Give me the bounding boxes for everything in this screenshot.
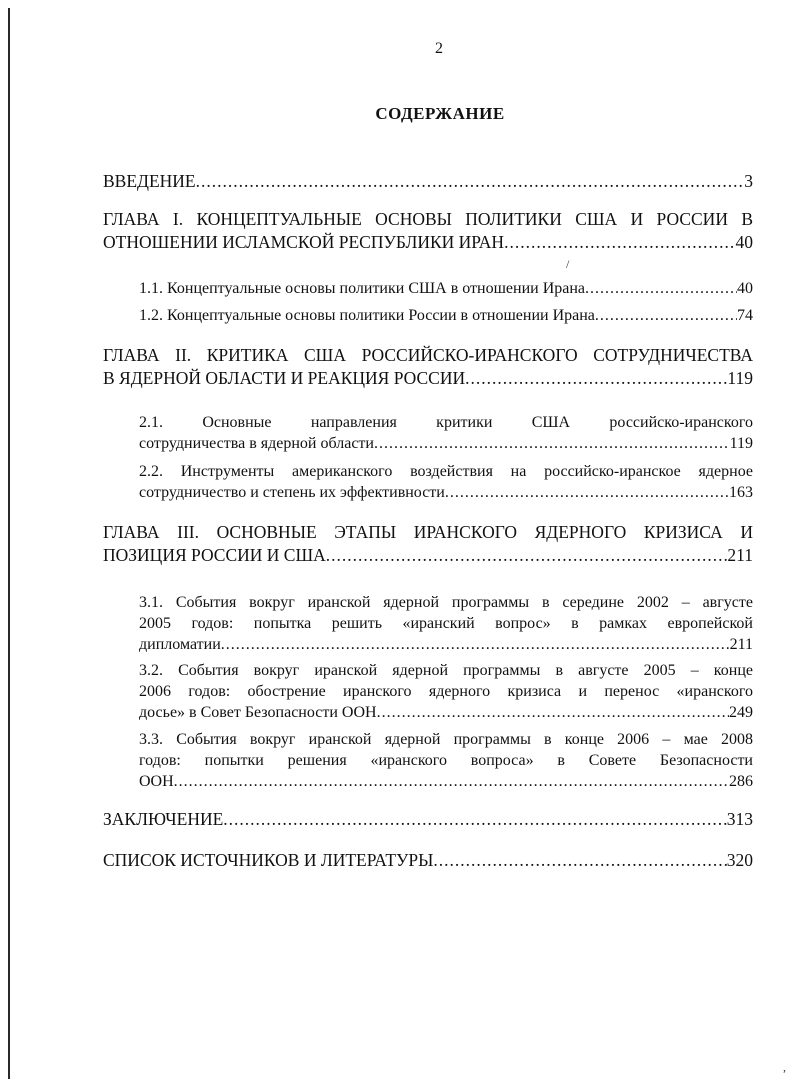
toc-entry-section-1-2[interactable]	[139, 305, 753, 326]
toc-page-number: 313	[726, 809, 753, 829]
leader-dots	[433, 849, 726, 872]
stray-mark: ,	[783, 1060, 786, 1074]
toc-entry-line: годов: попытки решения «иранского вопроса» в Совете Безопасности	[139, 752, 753, 769]
leader-dots	[223, 808, 726, 831]
toc-entry-chapter-3[interactable]	[103, 521, 753, 567]
toc-entry-line: 2006 годов: обострение иранского ядерного кризиса и перенос «иранского	[139, 683, 753, 700]
toc-entry-line: 2.1. Основные направления критики США российско-иранского	[139, 414, 753, 431]
leader-dots	[377, 702, 729, 723]
toc-entry-line: 3.1. События вокруг иранской ядерной программы в середине 2002 – августе	[139, 594, 753, 611]
toc-entry-line: В ЯДЕРНОЙ ОБЛАСТИ И РЕАКЦИЯ РОССИИ	[103, 368, 466, 388]
toc-entry-line: ГЛАВА II. КРИТИКА США РОССИЙСКО-ИРАНСКОГО СОТРУДНИЧЕСТВА	[103, 345, 753, 365]
leader-dots	[585, 278, 737, 299]
toc-entry-line: сотрудничества в ядерной области	[139, 435, 374, 452]
toc-page-number: 74	[737, 307, 753, 324]
toc-entry-label: 1.2. Концептуальные основы политики России в отношении Ирана	[139, 307, 595, 324]
toc-entry-line: ПОЗИЦИЯ РОССИИ И США	[103, 545, 326, 565]
toc-page-number: 40	[737, 280, 753, 297]
leader-dots	[504, 231, 735, 254]
leader-dots	[196, 170, 745, 193]
toc-page-number: 119	[729, 435, 753, 452]
page-title: СОДЕРЖАНИЕ	[375, 104, 505, 123]
toc-entry-label: ЗАКЛЮЧЕНИЕ	[103, 809, 224, 829]
toc-entry-section-3-1[interactable]	[139, 592, 753, 655]
toc-page-number: 211	[727, 545, 753, 565]
toc-entry-label: 1.1. Концептуальные основы политики США в отношении Ирана	[139, 280, 586, 297]
toc-page-number: 119	[727, 368, 753, 388]
toc-entry-section-3-2[interactable]	[139, 660, 753, 723]
toc-page-number: 320	[726, 850, 753, 870]
toc-entry-label: СПИСОК ИСТОЧНИКОВ И ЛИТЕРАТУРЫ	[103, 850, 434, 870]
toc-page-number: 40	[735, 232, 753, 252]
leader-dots	[326, 544, 728, 567]
toc-entry-line: 3.3. События вокруг иранской ядерной программы в конце 2006 – мае 2008	[139, 731, 753, 748]
toc-page-number: 286	[729, 773, 753, 790]
toc-page-number: 211	[729, 636, 753, 653]
toc-entry-label: ВВЕДЕНИЕ	[103, 171, 196, 191]
page-number: 2	[435, 40, 443, 57]
leader-dots	[174, 771, 729, 792]
stray-mark: /	[566, 257, 570, 271]
toc-entry-conclusion[interactable]	[103, 808, 753, 831]
leader-dots	[595, 305, 737, 326]
toc-entry-line: досье» в Совет Безопасности ООН	[139, 704, 377, 721]
toc-page-number: 163	[729, 484, 753, 501]
toc-entry-line: ГЛАВА I. КОНЦЕПТУАЛЬНЫЕ ОСНОВЫ ПОЛИТИКИ США И РОССИИ В	[103, 209, 753, 229]
leader-dots	[445, 482, 729, 503]
toc-entry-line: 2005 годов: попытка решить «иранский вопрос» в рамках европейской	[139, 615, 753, 632]
toc-entry-chapter-1[interactable]	[103, 208, 753, 254]
toc-entry-line: 3.2. События вокруг иранской ядерной программы в августе 2005 – конце	[139, 662, 753, 679]
leader-dots	[374, 433, 730, 454]
page-edge-line	[8, 8, 10, 1079]
toc-entry-line: ОТНОШЕНИИ ИСЛАМСКОЙ РЕСПУБЛИКИ ИРАН	[103, 232, 505, 252]
toc-entry-line: сотрудничество и степень их эффективности	[139, 484, 445, 501]
toc-entry-line: ГЛАВА III. ОСНОВНЫЕ ЭТАПЫ ИРАНСКОГО ЯДЕРНОГО КРИЗИСА И	[103, 522, 753, 542]
toc-entry-sources[interactable]	[103, 849, 753, 872]
toc-page-number: 249	[729, 704, 753, 721]
toc-entry-section-2-1[interactable]	[139, 412, 753, 454]
toc-entry-line: 2.2. Инструменты американского воздействия на российско-иранское ядерное	[139, 463, 753, 480]
toc-entry-section-3-3[interactable]	[139, 729, 753, 792]
toc-entry-chapter-2[interactable]	[103, 344, 753, 390]
toc-entry-line: ООН	[139, 773, 174, 790]
toc-entry-section-1-1[interactable]	[139, 278, 753, 299]
leader-dots	[465, 367, 727, 390]
leader-dots	[221, 634, 730, 655]
toc-page-number: 3	[744, 171, 753, 191]
toc-entry-intro[interactable]	[103, 170, 753, 193]
toc-entry-section-2-2[interactable]	[139, 461, 753, 503]
toc-entry-line: дипломатии	[139, 636, 221, 653]
